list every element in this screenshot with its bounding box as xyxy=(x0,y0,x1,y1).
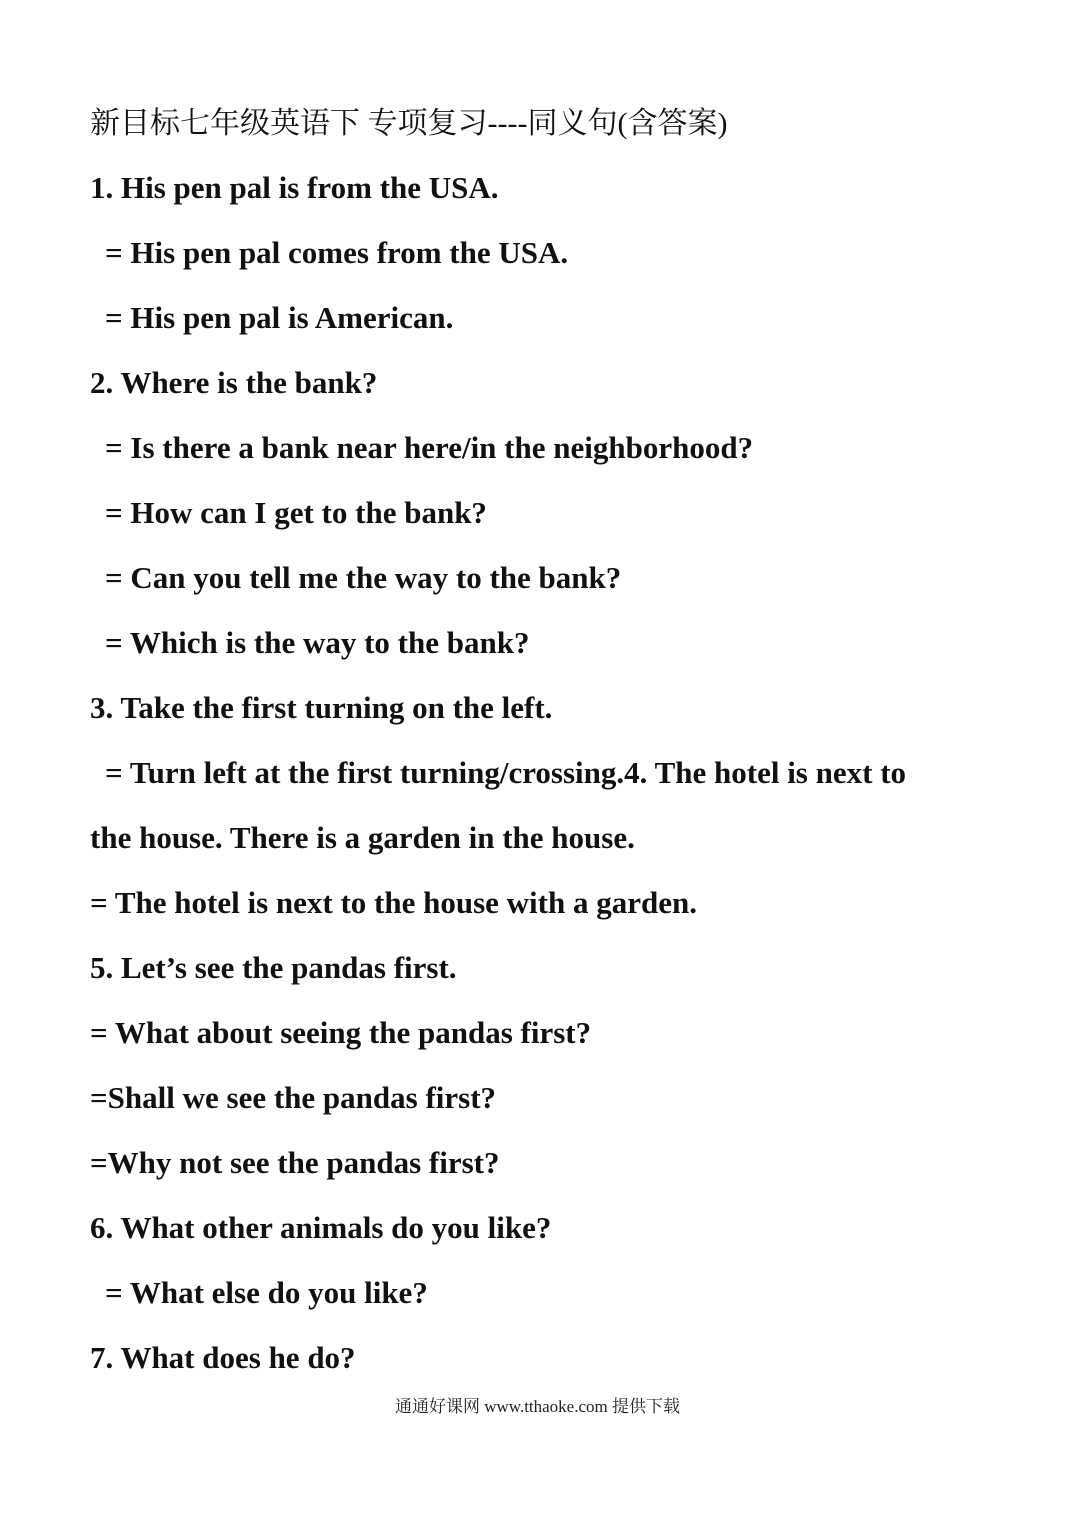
text-line: = His pen pal is American. xyxy=(105,300,454,335)
text-line: = Can you tell me the way to the bank? xyxy=(105,560,622,595)
text-line: = What else do you like? xyxy=(105,1275,428,1310)
text-line: =Why not see the pandas first? xyxy=(90,1145,500,1180)
text-line: = Is there a bank near here/in the neighborhood? xyxy=(105,430,754,465)
page-footer: 通通好课网 www.tthaoke.com 提供下载 xyxy=(394,1397,681,1416)
text-line: 7. What does he do? xyxy=(90,1340,356,1375)
text-line: = What about seeing the pandas first? xyxy=(90,1015,592,1050)
page-title: 新目标七年级英语下 专项复习----同义句(含答案) xyxy=(90,107,728,140)
text-line: the house. There is a garden in the house. xyxy=(90,820,635,855)
text-line: 5. Let’s see the pandas first. xyxy=(90,950,457,985)
text-line: = Which is the way to the bank? xyxy=(105,625,530,660)
text-line: = The hotel is next to the house with a garden. xyxy=(90,885,697,920)
text-line: 2. Where is the bank? xyxy=(90,365,378,400)
text-line: = His pen pal comes from the USA. xyxy=(105,235,569,270)
text-line: 6. What other animals do you like? xyxy=(90,1210,552,1245)
text-line: =Shall we see the pandas first? xyxy=(90,1080,497,1115)
text-line: 3. Take the first turning on the left. xyxy=(90,690,553,725)
text-line: = Turn left at the first turning/crossing.4. The hotel is next to xyxy=(105,755,907,790)
text-line: = How can I get to the bank? xyxy=(105,495,487,530)
text-line: 1. His pen pal is from the USA. xyxy=(90,170,499,205)
